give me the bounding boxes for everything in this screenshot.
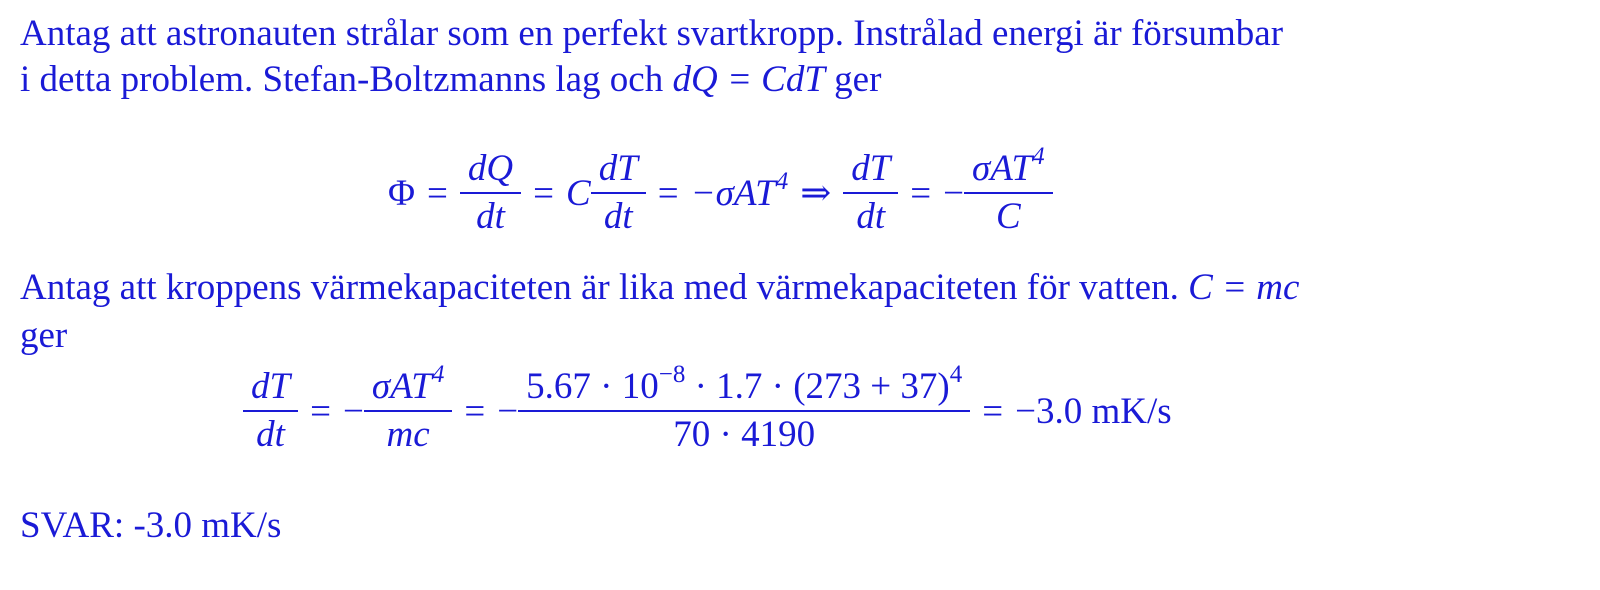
equals-sign: =	[427, 172, 448, 214]
capacity-symbol: C	[566, 172, 591, 214]
paragraph-2-line-2: ger	[20, 315, 68, 356]
numerator: dT	[851, 148, 891, 189]
paragraph-1-line-2	[20, 58, 881, 102]
paragraph-2-line-1	[20, 266, 1299, 310]
equals-sign: =	[657, 172, 679, 214]
answer-line: SVAR: -3.0 mK/s	[20, 505, 282, 546]
denominator: 70 · 4190	[518, 410, 970, 455]
minus-sign: −	[342, 390, 364, 432]
implies-arrow: ⇒	[800, 173, 832, 214]
denominator: dt	[843, 192, 898, 237]
fraction-dt-dt	[595, 149, 642, 237]
paragraph-1-line-1: Antag att astronauten strålar som en perfekt svartkropp. Instrålad energi är försumbar	[20, 13, 1284, 54]
minus-sign: −	[943, 172, 965, 214]
paragraph-1-text: i detta problem. Stefan-Boltzmanns lag och	[20, 59, 673, 100]
equals-sign: =	[910, 172, 932, 214]
equation-numeric	[243, 356, 1172, 466]
paragraph-2-text: Antag att kroppens värmekapaciteten är lika med värmekapaciteten för vatten.	[20, 267, 1189, 308]
equals-sign: =	[464, 390, 486, 432]
numerator: σAT$^4$	[972, 143, 1045, 189]
fraction-sigma-at4-mc	[368, 361, 449, 455]
fraction-dt-dt	[247, 367, 294, 455]
paragraph-1-end: ger	[824, 59, 882, 100]
denominator: C	[964, 192, 1053, 237]
phi-symbol: Φ	[388, 172, 416, 214]
fraction-dt-dt-2	[847, 149, 894, 237]
numerator: dT	[598, 148, 638, 189]
inline-math-dq-cdt: dQ = CdT	[672, 59, 825, 100]
equals-sign: =	[533, 172, 555, 214]
denominator: dt	[243, 410, 298, 455]
denominator: dt	[460, 192, 521, 237]
equation-stefan-boltzmann	[388, 138, 1053, 248]
result-value: −3.0 mK/s	[1015, 390, 1172, 432]
equals-sign: =	[982, 390, 1004, 432]
minus-sign: −	[497, 390, 519, 432]
denominator: dt	[591, 192, 646, 237]
equals-sign: =	[310, 390, 331, 432]
fraction-dq-dt	[464, 149, 517, 237]
numerator: σAT$^4$	[371, 361, 445, 407]
numerator: dT	[251, 366, 291, 407]
numerator: $5.67 \cdot 10^{-8} \cdot 1.7 \cdot (273 + 37)^4$	[526, 361, 963, 407]
fraction-numeric	[522, 361, 966, 455]
numerator: dQ	[467, 148, 514, 189]
sigma-at-term: −σAT$^4$	[690, 167, 789, 214]
denominator: mc	[364, 410, 453, 455]
fraction-sigma-at4-c	[968, 143, 1049, 237]
inline-math-c-mc: C = mc	[1188, 267, 1300, 308]
